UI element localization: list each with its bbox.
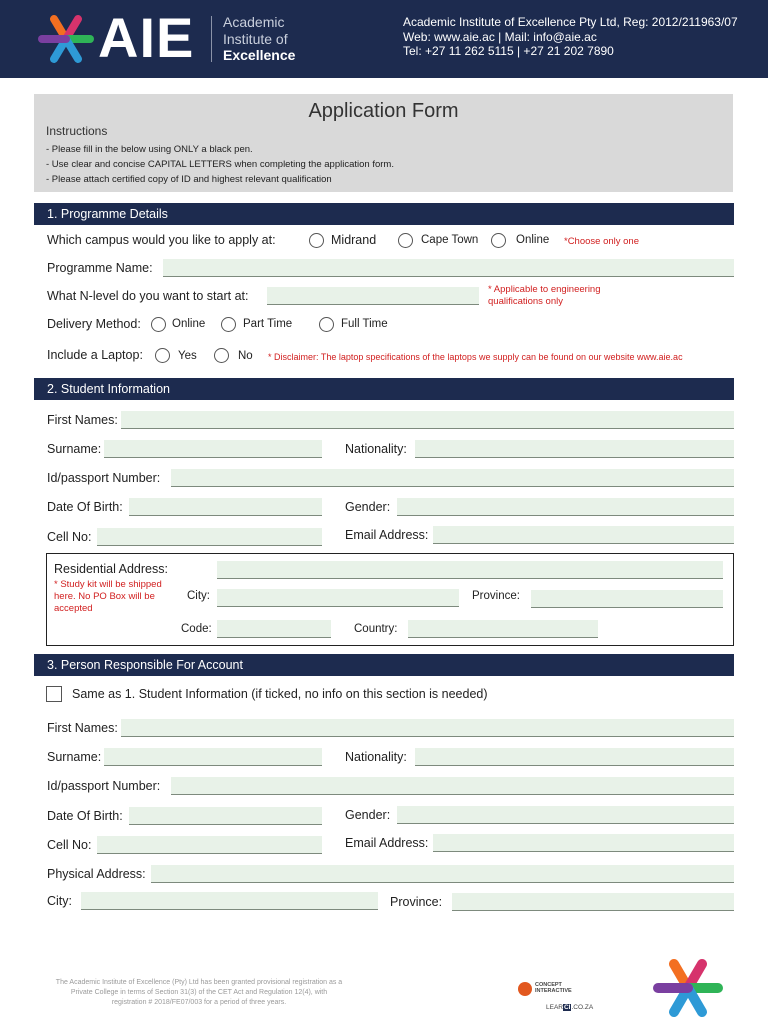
residential-note-line: here. No PO Box will be (54, 591, 155, 602)
responsible-first-names-field[interactable] (121, 719, 734, 737)
responsible-gender-field[interactable] (397, 806, 734, 824)
delivery-online-radio[interactable] (151, 317, 166, 332)
instruction-item: - Use clear and concise CAPITAL LETTERS when completing the application form. (46, 159, 394, 170)
concept-interactive-icon (518, 982, 532, 996)
delivery-part-time-radio[interactable] (221, 317, 236, 332)
instruction-item: - Please fill in the below using ONLY a black pen. (46, 144, 253, 155)
registration-notice (24, 978, 374, 1008)
laptop-no-label: No (238, 350, 253, 362)
campus-note: *Choose only one (564, 236, 639, 247)
responsible-city-field[interactable] (81, 892, 378, 910)
learn-ci-text: LEAR (546, 1004, 563, 1011)
laptop-yes-radio[interactable] (155, 348, 170, 363)
student-gender-field[interactable] (397, 498, 734, 516)
residential-city-label: City: (187, 590, 210, 602)
campus-online-label: Online (516, 234, 550, 246)
instruction-item: - Please attach certified copy of ID and highest relevant qualification (46, 174, 332, 185)
campus-label: Which campus would you like to apply at: (47, 233, 276, 247)
company-registration: Academic Institute of Excellence Pty Ltd, Reg: 2012/211963/07 (403, 15, 738, 29)
responsible-gender-label: Gender: (345, 808, 391, 822)
brand-wordmark: AIE (98, 6, 195, 69)
brand-line-3: Excellence (223, 47, 296, 63)
n-level-note-line: * Applicable to engineering (488, 284, 601, 295)
student-first-names-field[interactable] (121, 411, 734, 429)
residential-code-label: Code: (181, 623, 212, 635)
concept-interactive-name-line: INTERACTIVE (535, 988, 572, 994)
student-cell-field[interactable] (97, 528, 322, 546)
learn-ci-mark: CI (563, 1004, 571, 1011)
student-surname-field[interactable] (104, 440, 322, 458)
brand-name (223, 14, 295, 64)
brand-divider (211, 16, 212, 62)
instructions-box (34, 94, 733, 192)
responsible-province-label: Province: (390, 895, 443, 909)
campus-cape-town-radio[interactable] (398, 233, 413, 248)
campus-online-radio[interactable] (491, 233, 506, 248)
learn-ci-domain: .CO.ZA (571, 1004, 594, 1011)
programme-name-field[interactable] (163, 259, 734, 277)
responsible-city-label: City: (47, 894, 72, 908)
responsible-dob-label: Date Of Birth: (47, 809, 123, 823)
responsible-nationality-label: Nationality: (345, 750, 407, 764)
registration-notice-line: registration # 2018/FE07/003 for a period of three years. (111, 999, 287, 1006)
delivery-online-label: Online (172, 318, 206, 330)
student-gender-label: Gender: (345, 500, 391, 514)
residential-address-label: Residential Address: (54, 562, 168, 576)
student-cell-label: Cell No: (47, 530, 92, 544)
programme-name-label: Programme Name: (47, 261, 153, 275)
responsible-surname-field[interactable] (104, 748, 322, 766)
responsible-physical-address-label: Physical Address: (47, 867, 146, 881)
student-dob-field[interactable] (129, 498, 322, 516)
instructions-heading: Instructions (46, 124, 108, 138)
delivery-method-label: Delivery Method: (47, 317, 141, 331)
n-level-field[interactable] (267, 287, 479, 305)
aie-star-logo (36, 14, 96, 64)
student-dob-label: Date Of Birth: (47, 500, 123, 514)
residential-note-line: * Study kit will be shipped (54, 579, 162, 590)
student-nationality-label: Nationality: (345, 442, 407, 456)
learn-ci-website (546, 1002, 593, 1014)
laptop-yes-label: Yes (178, 350, 197, 362)
form-title: Application Form (308, 100, 459, 122)
concept-interactive-name (535, 982, 572, 994)
campus-midrand-label: Midrand (331, 233, 377, 247)
n-level-label: What N-level do you want to start at: (47, 289, 249, 303)
responsible-cell-label: Cell No: (47, 838, 92, 852)
laptop-disclaimer: * Disclaimer: The laptop specifications of the laptops we supply can be found on our website www.aie.ac (268, 352, 683, 362)
student-nationality-field[interactable] (415, 440, 734, 458)
brand-line-2: Institute of (223, 30, 288, 47)
delivery-full-time-radio[interactable] (319, 317, 334, 332)
responsible-email-field[interactable] (433, 834, 734, 852)
responsible-physical-address-field[interactable] (151, 865, 734, 883)
section-student-information-header: 2. Student Information (34, 378, 734, 400)
residential-province-label: Province: (472, 590, 520, 602)
campus-midrand-radio[interactable] (309, 233, 324, 248)
page-header (0, 0, 768, 78)
instructions-list (46, 142, 394, 187)
student-first-names-label: First Names: (47, 413, 118, 427)
campus-cape-town-label: Cape Town (421, 234, 479, 246)
registration-notice-line: Private College in terms of Section 31(3) of the CET Act and Regulation 12(4), with (70, 989, 328, 996)
section-programme-details-header: 1. Programme Details (34, 203, 734, 225)
student-email-field[interactable] (433, 526, 734, 544)
concept-interactive-logo (518, 982, 610, 1016)
student-email-label: Email Address: (345, 528, 429, 542)
responsible-id-label: Id/passport Number: (47, 779, 161, 793)
responsible-surname-label: Surname: (47, 750, 102, 764)
responsible-province-field[interactable] (452, 893, 734, 911)
responsible-email-label: Email Address: (345, 836, 429, 850)
aie-star-footer-logo (652, 958, 724, 1018)
n-level-note (488, 284, 601, 308)
concept-interactive-name-line: CONCEPT (535, 982, 562, 988)
delivery-part-time-label: Part Time (243, 318, 293, 330)
residential-country-label: Country: (354, 623, 398, 635)
residential-code-field[interactable] (217, 620, 331, 638)
section-person-responsible-header: 3. Person Responsible For Account (34, 654, 734, 676)
brand-line-1: Academic (223, 14, 285, 30)
responsible-nationality-field[interactable] (415, 748, 734, 766)
student-id-field[interactable] (171, 469, 734, 487)
company-details (403, 15, 738, 59)
laptop-label: Include a Laptop: (47, 348, 143, 362)
responsible-first-names-label: First Names: (47, 721, 118, 735)
residential-address-field[interactable] (217, 561, 723, 579)
company-phone: Tel: +27 11 262 5115 | +27 21 202 7890 (403, 44, 614, 58)
company-web-mail: Web: www.aie.ac | Mail: info@aie.ac (403, 29, 597, 44)
residential-province-field[interactable] (531, 590, 723, 608)
residential-note (54, 579, 162, 615)
same-as-student-label: Same as 1. Student Information (if ticked, no info on this section is needed) (72, 687, 488, 701)
responsible-dob-field[interactable] (129, 807, 322, 825)
registration-notice-line: The Academic Institute of Excellence (Pty) Ltd has been granted provisional registration as a (55, 979, 343, 986)
residential-note-line: accepted (54, 603, 93, 614)
responsible-id-field[interactable] (171, 777, 734, 795)
residential-country-field[interactable] (408, 620, 598, 638)
student-surname-label: Surname: (47, 442, 102, 456)
responsible-cell-field[interactable] (97, 836, 322, 854)
n-level-note-line: qualifications only (488, 296, 563, 307)
same-as-student-checkbox[interactable] (46, 686, 62, 702)
delivery-full-time-label: Full Time (341, 318, 388, 330)
residential-city-field[interactable] (217, 589, 459, 607)
student-id-label: Id/passport Number: (47, 471, 161, 485)
laptop-no-radio[interactable] (214, 348, 229, 363)
